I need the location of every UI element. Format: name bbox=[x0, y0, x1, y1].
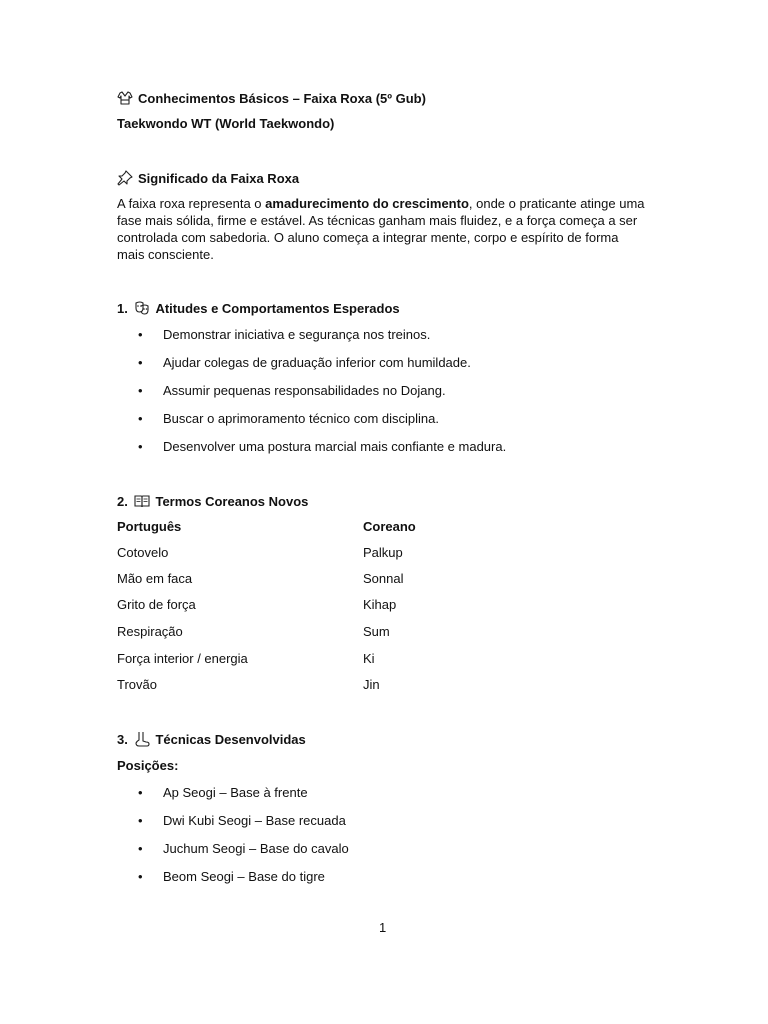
list-item: Demonstrar iniciativa e segurança nos treinos. bbox=[163, 327, 431, 342]
section2-heading-text: Termos Coreanos Novos bbox=[155, 494, 309, 509]
bullet-marker: • bbox=[138, 383, 143, 398]
list-item: Buscar o aprimoramento técnico com disciplina. bbox=[163, 411, 440, 426]
list-item: Juchum Seogi – Base do cavalo bbox=[163, 841, 349, 856]
section1-heading-text: Atitudes e Comportamentos Esperados bbox=[155, 301, 400, 316]
term-korean: Sonnal bbox=[363, 571, 404, 586]
section3-heading-text: Técnicas Desenvolvidas bbox=[155, 732, 306, 747]
term-portuguese: Cotovelo bbox=[117, 545, 169, 560]
foot-icon bbox=[134, 731, 150, 747]
term-korean: Ki bbox=[363, 651, 375, 666]
term-korean: Sum bbox=[363, 624, 390, 639]
section1-heading bbox=[117, 300, 400, 317]
meaning-heading-text: Significado da Faixa Roxa bbox=[138, 171, 300, 186]
term-korean: Jin bbox=[363, 677, 380, 692]
bullet-marker: • bbox=[138, 327, 143, 342]
meaning-text-line3: controlada com sabedoria. O aluno começa a integrar mente, corpo e espírito de forma bbox=[117, 230, 619, 245]
list-item: Ajudar colegas de graduação inferior com humildade. bbox=[163, 355, 471, 370]
open-book-icon bbox=[134, 493, 150, 509]
term-portuguese: Mão em faca bbox=[117, 571, 193, 586]
list-item: Beom Seogi – Base do tigre bbox=[163, 869, 325, 884]
term-korean: Palkup bbox=[363, 545, 403, 560]
section1-number: 1. bbox=[117, 301, 128, 316]
document-subtitle: Taekwondo WT (World Taekwondo) bbox=[117, 116, 335, 131]
title-text: Conhecimentos Básicos – Faixa Roxa (5º Gub) bbox=[138, 91, 426, 106]
meaning-text-line2: fase mais sólida, firme e estável. As técnicas ganham mais fluidez, e a força começa a ser bbox=[117, 213, 638, 228]
page-number: 1 bbox=[379, 920, 387, 935]
uniform-icon bbox=[117, 90, 133, 106]
section2-number: 2. bbox=[117, 494, 128, 509]
list-item: Assumir pequenas responsabilidades no Dojang. bbox=[163, 383, 446, 398]
meaning-bold-phrase: amadurecimento do crescimento bbox=[265, 196, 469, 211]
section2-heading bbox=[117, 493, 308, 510]
meaning-text-start: A faixa roxa representa o bbox=[117, 196, 266, 211]
positions-subheading: Posições: bbox=[117, 758, 179, 773]
bullet-marker: • bbox=[138, 841, 143, 856]
meaning-heading bbox=[117, 170, 299, 187]
pushpin-icon bbox=[117, 170, 133, 186]
meaning-text-line1-end: , onde o praticante atinge uma bbox=[468, 196, 645, 211]
term-korean: Kihap bbox=[363, 597, 397, 612]
column-header-korean: Coreano bbox=[363, 519, 416, 534]
list-item: Dwi Kubi Seogi – Base recuada bbox=[163, 813, 346, 828]
list-item: Ap Seogi – Base à frente bbox=[163, 785, 308, 800]
bullet-marker: • bbox=[138, 813, 143, 828]
section3-heading bbox=[117, 731, 306, 748]
section3-number: 3. bbox=[117, 732, 128, 747]
term-portuguese: Força interior / energia bbox=[117, 651, 248, 666]
bullet-marker: • bbox=[138, 411, 143, 426]
bullet-marker: • bbox=[138, 785, 143, 800]
meaning-text-line4: mais consciente. bbox=[117, 247, 214, 262]
theater-masks-icon bbox=[134, 300, 150, 316]
meaning-paragraph bbox=[117, 195, 647, 263]
term-portuguese: Grito de força bbox=[117, 597, 196, 612]
term-portuguese: Trovão bbox=[117, 677, 157, 692]
term-portuguese: Respiração bbox=[117, 624, 183, 639]
column-header-portuguese: Português bbox=[117, 519, 182, 534]
bullet-marker: • bbox=[138, 439, 143, 454]
bullet-marker: • bbox=[138, 355, 143, 370]
document-title bbox=[117, 90, 426, 107]
bullet-marker: • bbox=[138, 869, 143, 884]
list-item: Desenvolver uma postura marcial mais confiante e madura. bbox=[163, 439, 507, 454]
